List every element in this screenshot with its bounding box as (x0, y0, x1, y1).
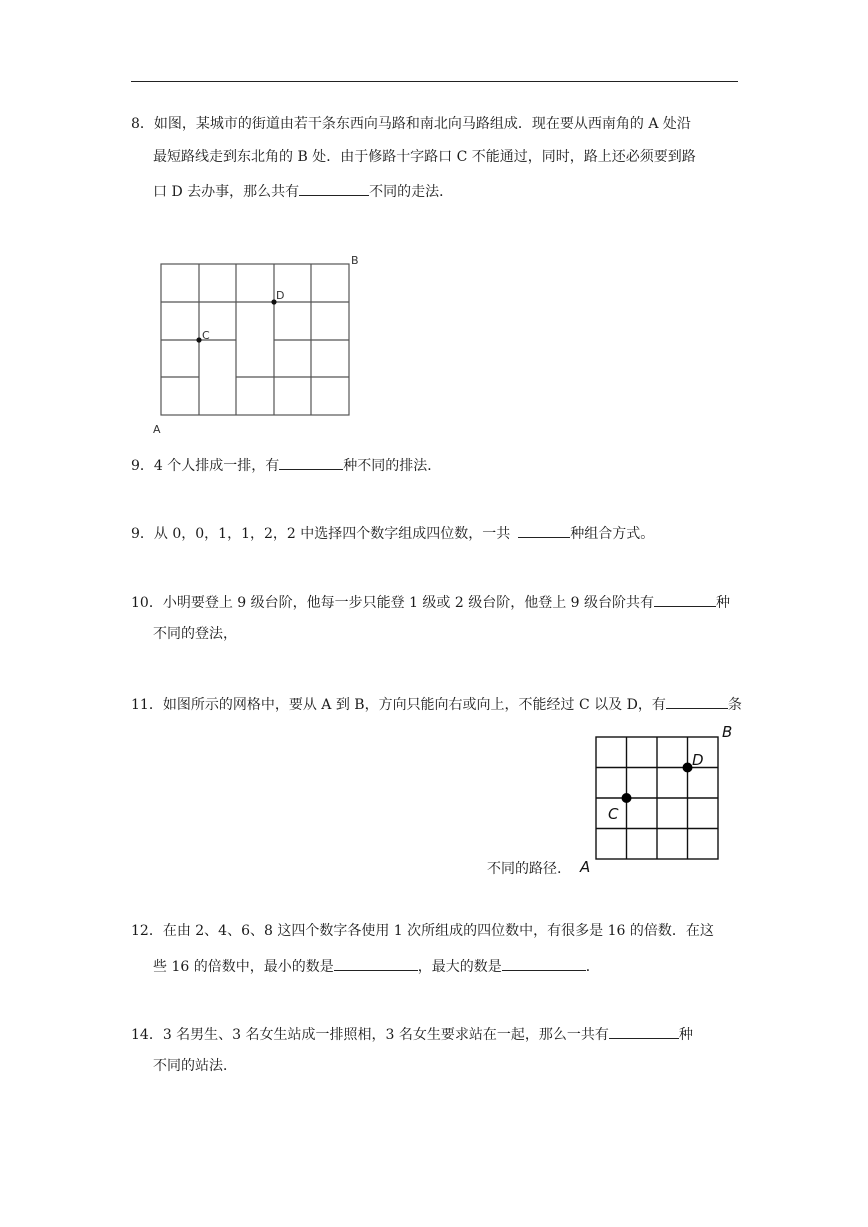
label-c: C (202, 329, 210, 342)
q12-suffix: ． (585, 959, 600, 975)
question-9b (131, 523, 654, 543)
q9b-prefix: 9．从 0，0，1，1，2，2 中选择四个数字组成四位数，一共 (131, 526, 511, 542)
q11-line1 (131, 694, 742, 714)
q8-line3-suffix: 不同的走法． (369, 184, 454, 200)
q11-answer-blank[interactable] (666, 694, 728, 709)
q14-line1 (131, 1024, 693, 1044)
header-rule (131, 81, 738, 82)
q14-suffix: 种 (678, 1027, 693, 1043)
label-a: A (580, 858, 591, 875)
q12-line2 (153, 956, 600, 976)
point-c (622, 793, 632, 803)
q11-prefix: 11．如图所示的网格中，要从 A 到 B，方向只能向右或向上，不能经过 C 以及 D，有 (131, 697, 666, 713)
q12-middle: ，最大的数是 (417, 959, 502, 975)
q8-grid-figure (148, 255, 368, 435)
q14-line2: 不同的站法． (153, 1058, 237, 1074)
q12-max-blank[interactable] (502, 956, 586, 971)
q10-prefix: 10．小明要登上 9 级台阶，他每一步只能登 1 级或 2 级台阶，他登上 9 级台阶共有 (131, 595, 655, 611)
label-a: A (153, 423, 161, 435)
label-c: C (608, 805, 619, 823)
point-d (683, 763, 693, 773)
label-d: D (276, 289, 285, 302)
label-d: D (692, 751, 704, 769)
q10-line2: 不同的登法， (153, 626, 237, 642)
label-b: B (722, 723, 733, 741)
q9b-suffix: 种组合方式。 (570, 526, 655, 542)
point-c (196, 337, 201, 342)
question-9a (131, 455, 441, 475)
q14-answer-blank[interactable] (609, 1024, 679, 1039)
q8-line3 (153, 181, 453, 201)
q10-suffix: 种 (716, 595, 731, 611)
q11-line2: 不同的路径. (487, 861, 562, 877)
label-b: B (351, 255, 359, 267)
q12-min-blank[interactable] (334, 956, 418, 971)
q12-line1: 12．在由 2、4、6、8 这四个数字各使用 1 次所组成的四位数中，有很多是 16 的倍数．在这 (131, 923, 714, 939)
q9a-answer-blank[interactable] (279, 455, 343, 470)
q9a-suffix: 种不同的排法． (343, 458, 442, 474)
q8-line3-prefix: 口 D 去办事，那么共有 (153, 184, 300, 200)
q14-prefix: 14．3 名男生、3 名女生站成一排照相，3 名女生要求站在一起，那么一共有 (131, 1027, 609, 1043)
q9b-answer-blank[interactable] (518, 523, 570, 538)
q12-prefix: 些 16 的倍数中，最小的数是 (153, 959, 334, 975)
q10-answer-blank[interactable] (654, 592, 716, 607)
q10-line1 (131, 592, 730, 612)
q8-line1: 8．如图，某城市的街道由若干条东西向马路和南北向马路组成．现在要从西南角的 A 处沿 (131, 116, 691, 132)
q8-line2: 最短路线走到东北角的 B 处．由于修路十字路口 C 不能通过，同时，路上还必须要到路 (153, 149, 696, 165)
q11-grid-figure (578, 720, 743, 875)
q9a-prefix: 9．4 个人排成一排，有 (131, 458, 280, 474)
q11-suffix: 条 (727, 697, 742, 713)
q8-answer-blank[interactable] (299, 181, 369, 196)
